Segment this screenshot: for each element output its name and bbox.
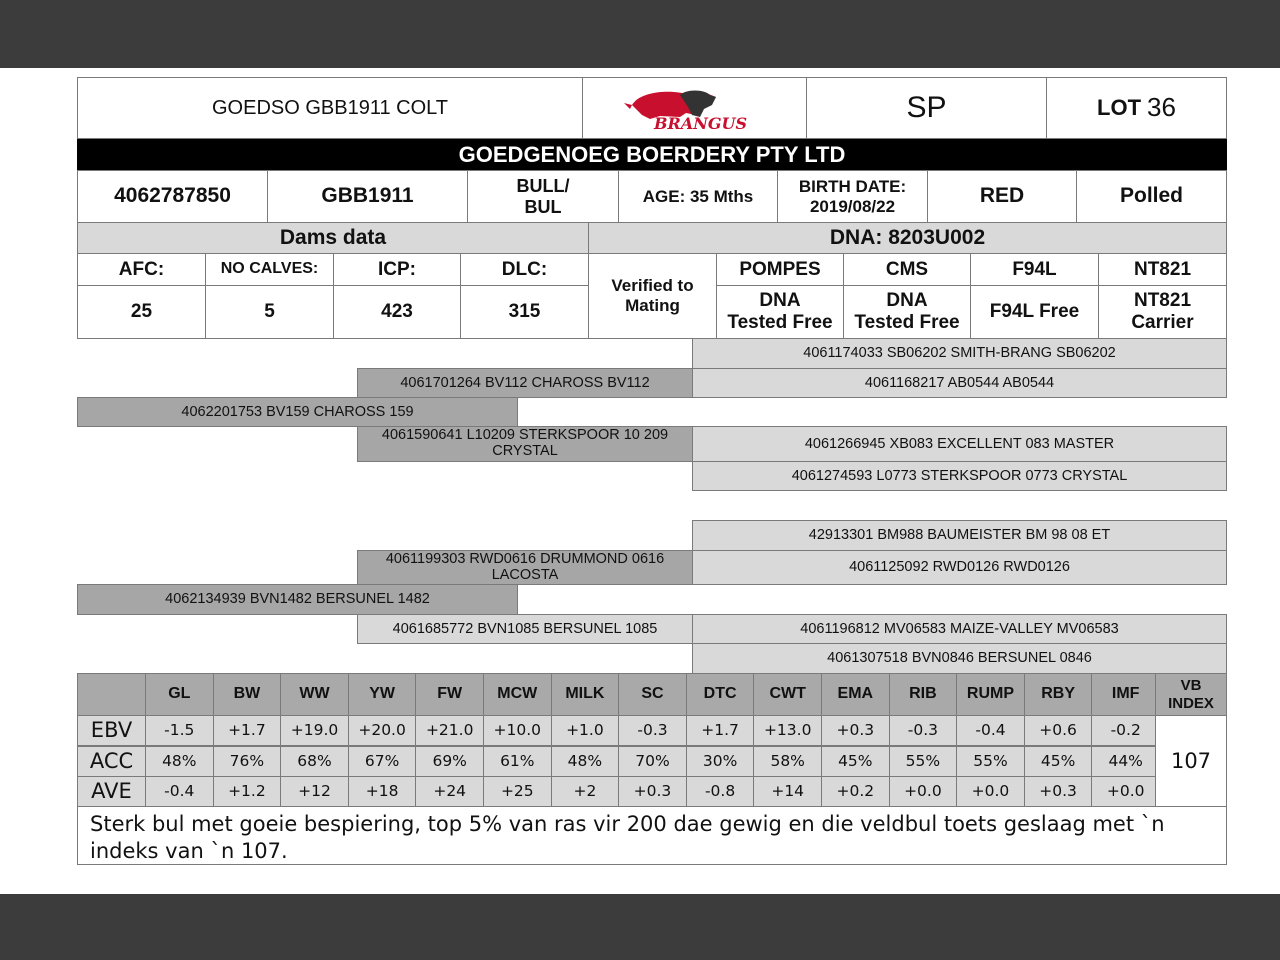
ebv-cell-ebv-rump: -0.4 <box>956 715 1025 746</box>
verified-line1: Verified to <box>611 276 694 296</box>
ebv-cell-acc-rby: 45% <box>1024 746 1093 777</box>
sex-line2: BUL <box>524 196 562 217</box>
animal-horn: Polled <box>1076 170 1227 223</box>
dams-header-icp: ICP: <box>333 253 461 286</box>
ped-line2: CRYSTAL <box>492 443 558 459</box>
ebv-cell-ave-fw: +24 <box>415 776 484 807</box>
ebv-cell-acc-dtc: 30% <box>686 746 755 777</box>
ebv-cell-acc-fw: 69% <box>415 746 484 777</box>
dams-header-calves: NO CALVES: <box>205 253 334 286</box>
ebv-cell-ave-ww: +12 <box>280 776 349 807</box>
ebv-header-milk: MILK <box>551 673 620 716</box>
ebv-cell-ebv-ww: +19.0 <box>280 715 349 746</box>
result-line1: DNA <box>886 290 928 312</box>
ebv-cell-acc-rib: 55% <box>889 746 958 777</box>
dna-test-cms: CMS <box>843 253 971 286</box>
ebv-cell-ave-rump: +0.0 <box>956 776 1025 807</box>
ebv-header-sc: SC <box>618 673 687 716</box>
lot-number: 36 <box>1147 92 1176 123</box>
pedigree-sire-sire-dam: 4061168217 AB0544 AB0544 <box>692 368 1227 398</box>
index-line1: VB <box>1180 676 1202 694</box>
ebv-cell-ebv-cwt: +13.0 <box>753 715 822 746</box>
pedigree-sire-dam <box>357 426 693 462</box>
pedigree-sire-sire: 4061701264 BV112 CHAROSS BV112 <box>357 368 693 398</box>
pedigree-dam: 4062134939 BVN1482 BERSUNEL 1482 <box>77 584 518 615</box>
ebv-cell-ave-sc: +0.3 <box>618 776 687 807</box>
pedigree-sire-dam-sire: 4061266945 XB083 EXCELLENT 083 MASTER <box>692 426 1227 462</box>
ebv-cell-ebv-mcw: +10.0 <box>483 715 552 746</box>
animal-name: GOEDSO GBB1911 COLT <box>77 77 583 139</box>
ped-line1: 4061590641 L10209 STERKSPOOR 10 209 <box>381 427 669 444</box>
ebv-header-bw: BW <box>213 673 282 716</box>
ebv-header-cwt: CWT <box>753 673 822 716</box>
verified-line2: Mating <box>625 296 680 315</box>
ebv-cell-acc-gl: 48% <box>145 746 214 777</box>
dna-result-pompes <box>716 285 844 339</box>
dams-value-afc: 25 <box>77 285 206 339</box>
result-line2: Carrier <box>1131 312 1194 333</box>
pedigree-dam-sire <box>357 550 693 585</box>
ebv-header-rby: RBY <box>1024 673 1093 716</box>
ebv-row-label-ebv: EBV <box>77 715 146 746</box>
lot <box>1046 77 1227 139</box>
ebv-cell-ebv-bw: +1.7 <box>213 715 282 746</box>
result-line2: Tested Free <box>727 312 833 333</box>
pedigree-dam-dam-sire: 4061196812 MV06583 MAIZE-VALLEY MV06583 <box>692 614 1227 644</box>
ebv-cell-acc-ema: 45% <box>821 746 890 777</box>
ebv-cell-acc-yw: 67% <box>348 746 417 777</box>
ebv-cell-ave-yw: +18 <box>348 776 417 807</box>
ebv-cell-acc-cwt: 58% <box>753 746 822 777</box>
ebv-cell-acc-rump: 55% <box>956 746 1025 777</box>
ebv-header-ww: WW <box>280 673 349 716</box>
ebv-cell-ebv-imf: -0.2 <box>1091 715 1160 746</box>
bull-logo-icon <box>620 83 770 133</box>
birth-value: 2019/08/22 <box>809 196 896 216</box>
animal-code: GBB1911 <box>267 170 468 223</box>
animal-id: 4062787850 <box>77 170 268 223</box>
dna-result-cms <box>843 285 971 339</box>
ebv-cell-ebv-rby: +0.6 <box>1024 715 1093 746</box>
dams-value-dlc: 315 <box>460 285 589 339</box>
brangus-logo <box>582 77 807 139</box>
ebv-cell-ave-cwt: +14 <box>753 776 822 807</box>
ebv-cell-ave-ema: +0.2 <box>821 776 890 807</box>
ebv-header-ema: EMA <box>821 673 890 716</box>
ebv-header-imf: IMF <box>1091 673 1160 716</box>
ped-line2: LACOSTA <box>491 566 559 583</box>
ebv-header-yw: YW <box>348 673 417 716</box>
pedigree-dam-sire-dam: 4061125092 RWD0126 RWD0126 <box>692 550 1227 585</box>
ebv-cell-ebv-sc: -0.3 <box>618 715 687 746</box>
ebv-cell-ave-bw: +1.2 <box>213 776 282 807</box>
ebv-cell-acc-ww: 68% <box>280 746 349 777</box>
pedigree-sire: 4062201753 BV159 CHAROSS 159 <box>77 397 518 427</box>
dams-value-calves: 5 <box>205 285 334 339</box>
result-line1: DNA <box>759 290 801 312</box>
ebv-cell-ave-rib: +0.0 <box>889 776 958 807</box>
dams-header-afc: AFC: <box>77 253 206 286</box>
ebv-cell-ebv-ema: +0.3 <box>821 715 890 746</box>
dams-value-icp: 423 <box>333 285 461 339</box>
index-line2: INDEX <box>1168 694 1214 712</box>
dams-title: Dams data <box>77 222 589 254</box>
ebv-cell-ave-dtc: -0.8 <box>686 776 755 807</box>
ebv-cell-ave-gl: -0.4 <box>145 776 214 807</box>
pedigree-sire-dam-dam: 4061274593 L0773 STERKSPOOR 0773 CRYSTAL <box>692 461 1227 491</box>
ebv-cell-acc-milk: 48% <box>551 746 620 777</box>
lot-label: LOT <box>1097 95 1142 121</box>
birth-date <box>777 170 928 223</box>
dna-result-f94l: F94L Free <box>970 285 1099 339</box>
dna-result-nt821 <box>1098 285 1227 339</box>
animal-age: AGE: 35 Mths <box>618 170 778 223</box>
ebv-cell-ave-mcw: +25 <box>483 776 552 807</box>
pedigree-dam-sire-sire: 42913301 BM988 BAUMEISTER BM 98 08 ET <box>692 520 1227 551</box>
animal-colour: RED <box>927 170 1077 223</box>
ebv-cell-ebv-dtc: +1.7 <box>686 715 755 746</box>
ebv-cell-ave-milk: +2 <box>551 776 620 807</box>
ebv-cell-ebv-gl: -1.5 <box>145 715 214 746</box>
ebv-row-label-acc: ACC <box>77 746 146 777</box>
ebv-cell-acc-mcw: 61% <box>483 746 552 777</box>
top-frame-bar <box>0 0 1280 68</box>
dna-title: DNA: 8203U002 <box>588 222 1227 254</box>
ped-line1: 4061199303 RWD0616 DRUMMOND 0616 <box>385 550 665 567</box>
ebv-cell-ave-imf: +0.0 <box>1091 776 1160 807</box>
dna-test-f94l: F94L <box>970 253 1099 286</box>
logo-text: BRANGUS <box>653 114 747 133</box>
sex-line1: BULL/ <box>516 175 570 196</box>
ebv-header-fw: FW <box>415 673 484 716</box>
ebv-cell-ebv-yw: +20.0 <box>348 715 417 746</box>
ebv-cell-acc-sc: 70% <box>618 746 687 777</box>
ebv-cell-ebv-milk: +1.0 <box>551 715 620 746</box>
ebv-header-rib: RIB <box>889 673 958 716</box>
ebv-header-mcw: MCW <box>483 673 552 716</box>
comment-text: Sterk bul met goeie bespiering, top 5% van ras vir 200 dae gewig en die veldbul toets geslaag met `n indeks van `n 107. <box>77 806 1227 865</box>
ebv-row-label-ave: AVE <box>77 776 146 807</box>
grade: SP <box>806 77 1047 139</box>
ebv-header-dtc: DTC <box>686 673 755 716</box>
dams-header-dlc: DLC: <box>460 253 589 286</box>
ebv-header-gl: GL <box>145 673 214 716</box>
ebv-cell-ebv-fw: +21.0 <box>415 715 484 746</box>
pedigree-sire-sire-sire: 4061174033 SB06202 SMITH-BRANG SB06202 <box>692 338 1227 369</box>
pedigree-dam-dam-dam: 4061307518 BVN0846 BERSUNEL 0846 <box>692 643 1227 674</box>
animal-sex <box>467 170 619 223</box>
vb-index-header <box>1155 673 1227 716</box>
bottom-frame-bar <box>0 894 1280 960</box>
result-line2: Tested Free <box>854 312 960 333</box>
result-line1: NT821 <box>1133 290 1192 312</box>
dna-test-nt821: NT821 <box>1098 253 1227 286</box>
pedigree-dam-dam: 4061685772 BVN1085 BERSUNEL 1085 <box>357 614 693 644</box>
vb-index-value: 107 <box>1155 715 1227 807</box>
ebv-header-rump: RUMP <box>956 673 1025 716</box>
ebv-cell-acc-bw: 76% <box>213 746 282 777</box>
ebv-cell-ave-rby: +0.3 <box>1024 776 1093 807</box>
ebv-corner <box>77 673 146 716</box>
dna-verified <box>588 253 717 339</box>
ebv-cell-ebv-rib: -0.3 <box>889 715 958 746</box>
dna-test-pompes: POMPES <box>716 253 844 286</box>
ebv-cell-acc-imf: 44% <box>1091 746 1160 777</box>
breeder-name: GOEDGENOEG BOERDERY PTY LTD <box>77 139 1227 170</box>
birth-label: BIRTH DATE: <box>798 176 907 196</box>
